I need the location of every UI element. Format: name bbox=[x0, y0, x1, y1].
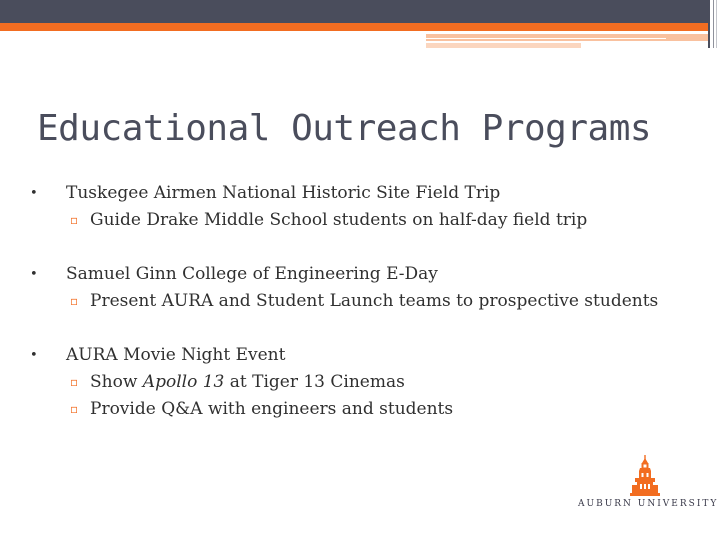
bullet-item bbox=[26, 261, 696, 288]
header-edge-line bbox=[713, 0, 714, 48]
bullet-group-movie-night bbox=[26, 342, 696, 423]
bullet-item bbox=[26, 342, 696, 369]
sub-bullet-item bbox=[26, 207, 696, 234]
auburn-university-logo bbox=[578, 455, 719, 517]
bullet-group-field-trip bbox=[26, 180, 696, 234]
bullet-text: AURA Movie Night Event bbox=[66, 345, 286, 365]
square-bullet-icon: ▫ bbox=[70, 294, 79, 308]
bullet-dot-icon: • bbox=[30, 267, 38, 282]
bullet-group-e-day bbox=[26, 261, 696, 315]
sub-bullet-text: Provide Q&A with engineers and students bbox=[90, 399, 454, 419]
sub-bullet-text: Guide Drake Middle School students on half-day field trip bbox=[90, 210, 588, 230]
sub-bullet-item bbox=[26, 396, 696, 423]
bullet-dot-icon: • bbox=[30, 348, 38, 363]
bullet-dot-icon: • bbox=[30, 186, 38, 201]
bullet-text: Tuskegee Airmen National Historic Site Field Trip bbox=[66, 183, 501, 203]
samford-tower-icon bbox=[629, 455, 661, 497]
bullet-item bbox=[26, 180, 696, 207]
square-bullet-icon: ▫ bbox=[70, 375, 79, 389]
square-bullet-icon: ▫ bbox=[70, 213, 79, 227]
movie-title: Apollo 13 bbox=[142, 372, 225, 392]
square-bullet-icon: ▫ bbox=[70, 402, 79, 416]
slide-title: Educational Outreach Programs bbox=[37, 108, 652, 149]
sub-bullet-text: Present AURA and Student Launch teams to prospective students bbox=[90, 291, 659, 311]
logo-wordmark: AUBURN UNIVERSITY bbox=[578, 499, 719, 509]
bullet-list bbox=[26, 180, 696, 450]
header-accent-strip bbox=[426, 38, 666, 39]
header-bar-orange bbox=[0, 23, 708, 31]
sub-bullet-item bbox=[26, 288, 696, 315]
header-accent-strip bbox=[426, 43, 581, 48]
sub-bullet-item bbox=[26, 369, 696, 396]
header-edge-line bbox=[716, 0, 717, 48]
header-edge-line bbox=[708, 0, 710, 48]
bullet-text: Samuel Ginn College of Engineering E-Day bbox=[66, 264, 438, 284]
sub-bullet-suffix: at Tiger 13 Cinemas bbox=[224, 372, 405, 392]
sub-bullet-prefix: Show bbox=[90, 372, 143, 392]
header-bar-dark bbox=[0, 0, 708, 23]
